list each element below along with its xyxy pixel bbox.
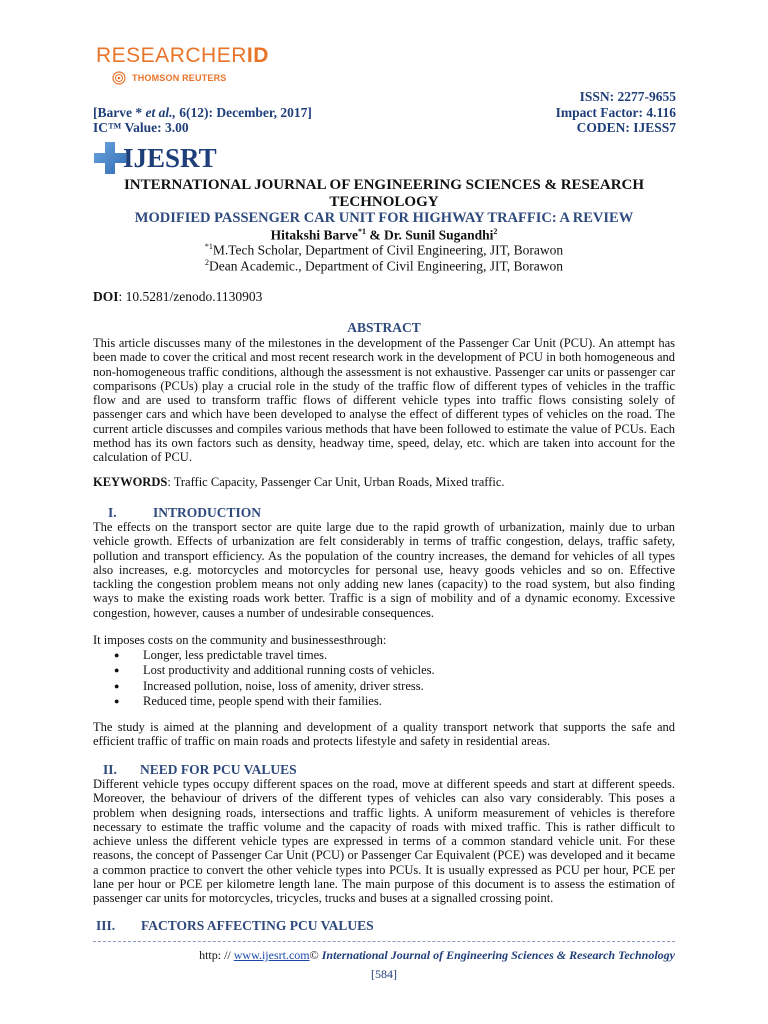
impact-factor: Impact Factor: 4.116 [555, 105, 676, 120]
author-1: Hitakshi Barve [270, 227, 358, 243]
researcherid-logo [96, 44, 269, 68]
section-number: III. [96, 918, 116, 933]
thomson-reuters-text: THOMSON REUTERS [132, 73, 227, 83]
journal-logo-text: IJESRT [123, 143, 217, 173]
affiliation-2-text: Dean Academic., Department of Civil Engineering, JIT, Borawon [208, 258, 564, 274]
paper-title: MODIFIED PASSENGER CAR UNIT FOR HIGHWAY TRAFFIC: A REVIEW [134, 210, 634, 226]
section-number: I. [108, 505, 117, 520]
bullet-icon: ● [114, 680, 120, 691]
coden: CODEN: IJESS7 [576, 120, 676, 135]
section-number: II. [103, 762, 117, 777]
doi [93, 289, 262, 305]
researcherid-suffix: ID [246, 44, 269, 67]
bullet-icon: ● [114, 650, 120, 660]
journal-logo [92, 140, 223, 176]
section-title: NEED FOR PCU VALUES [140, 762, 297, 777]
author-1-sup: *1 [357, 227, 366, 236]
footer-link[interactable]: www.ijesrt.com [233, 948, 310, 962]
thomson-reuters-logo [112, 71, 227, 85]
list-item [110, 679, 435, 694]
affiliation-1-text: M.Tech Scholar, Department of Civil Engineering, JIT, Borawon [212, 242, 564, 258]
journal-name: INTERNATIONAL JOURNAL OF ENGINEERING SCIENCES & RESEARCH TECHNOLOGY [123, 177, 645, 210]
affiliation-1-sup: *1 [204, 242, 213, 251]
doi-value: : 10.5281/zenodo.1130903 [118, 289, 263, 304]
bullet-list [110, 648, 435, 710]
footer-copyright: © [309, 948, 322, 962]
citation-etal: et al., [145, 105, 176, 120]
list-item-text: Longer, less predictable travel times. [143, 648, 328, 662]
keywords [93, 475, 505, 490]
intro-paragraph-2: It imposes costs on the community and businessesthrough: [93, 633, 387, 647]
footer-divider [93, 941, 675, 942]
researcherid-prefix: RESEARCHER [96, 44, 247, 67]
author-2: & Dr. Sunil Sugandhi [365, 227, 494, 243]
list-item-text: Reduced time, people spend with their families. [143, 694, 382, 709]
citation-suffix: 6(12): December, 2017] [175, 105, 312, 120]
section-heading-factors [96, 918, 374, 934]
issn: ISSN: 2277-9655 [579, 89, 676, 104]
author-2-sup: 2 [493, 227, 498, 236]
bullet-icon: ● [114, 665, 120, 676]
affiliation-2 [92, 258, 676, 275]
intro-paragraph-1: The effects on the transport sector are quite large due to the rapid growth of urbanization, mainly due to urban vehicle growth. Effects of urbanization are felt considerably in terms of traffic congestion, delays, traffic safety, pollution and transport efficiency. As the population of the country increases, the demand for vehicles of all types also increases, e.g. motorcycles and motorcycles for personal use, heavy goods vehicles and so on. Effective tackling the congestion problem means not only adding new lanes (capacity) to the road system, but also finding ways to make the existing roads work better. Traffic is a sign of mobility and of a dynamic economy. Excessive congestion, however, causes a number of undesirable consequences. [93, 520, 675, 620]
section-heading-introduction [108, 505, 261, 521]
ic-value: IC™ Value: 3.00 [93, 120, 189, 135]
footer [93, 948, 675, 963]
footer-prefix: http: // [199, 948, 234, 962]
thomson-reuters-icon [112, 71, 126, 85]
section-heading-need-for-pcu [103, 762, 297, 778]
affiliation-1 [92, 242, 676, 259]
list-item-text: Increased pollution, noise, loss of amenity, driver stress. [143, 678, 424, 693]
section-title: INTRODUCTION [153, 505, 262, 520]
keywords-label: KEYWORDS [93, 475, 168, 489]
need-paragraph-1: Different vehicle types occupy different spaces on the road, move at different speeds and start at different speeds. Moreover, the behaviour of drivers of the different types of vehicles can also vary considerably. This poses a problem when designing roads, intersections and traffic lights. A uniform measurement of vehicles is therefore necessary to estimate the traffic volume and the capacity of roads with mixed traffic. This is rather difficult to achieve unless the different vehicle types are expressed in terms of a common standard vehicle unit. For these reasons, the concept of Passenger Car Unit (PCU) or Passenger Car Equivalent (PCE) was developed and it became a common practice to convert the other vehicle types into PCUs. It is usually expressed as PCU per hour, PCE per lane per hour or PCE per kilometre length lane. The main purpose of this document is to assess the estimation of passenger car units for motorcycles, tricycles, trucks and buses at a signalled crossing point. [93, 777, 675, 906]
intro-paragraph-3: The study is aimed at the planning and development of a quality transport network that supports the safe and efficient traffic of traffic on main roads and protects lifestyle and safety in residential areas. [93, 720, 675, 749]
keywords-text: : Traffic Capacity, Passenger Car Unit, Urban Roads, Mixed traffic. [167, 475, 505, 489]
citation-prefix: [Barve * [93, 105, 146, 120]
list-item-text: Lost productivity and additional running costs of vehicles. [143, 663, 435, 678]
page-number: [584] [371, 967, 397, 981]
footer-journal-name: International Journal of Engineering Sciences & Research Technology [321, 948, 675, 962]
list-item [110, 663, 435, 678]
abstract-text: This article discusses many of the milestones in the development of the Passenger Car Unit (PCU). An attempt has been made to cover the critical and most recent research work in the development of PCU in both homogeneous and non-homogeneous traffic conditions, although the assessment is not exhaustive. Passenger car units or passenger car comparisons (PCUs) play a crucial role in the study of the traffic flow of different types of vehicles in the traffic flow and are used to transform traffic flows of different vehicle types into traffic flows consisting solely of passenger cars and which have been developed to analyse the effect of different types of vehicles on the road. The current article discusses and compiles various methods that have been followed to estimate the value of PCUs. Each method has its own factors such as density, headway time, speed, delay, etc. which are taken into account for the calculation of PCU. [93, 336, 675, 465]
list-item [110, 648, 435, 663]
section-title: FACTORS AFFECTING PCU VALUES [141, 918, 374, 933]
abstract-heading: ABSTRACT [347, 320, 421, 335]
citation-header [93, 105, 312, 121]
bullet-icon: ● [114, 696, 120, 707]
affiliation-2-sup: 2 [204, 258, 209, 267]
list-item [110, 694, 435, 709]
doi-label: DOI [93, 289, 119, 304]
